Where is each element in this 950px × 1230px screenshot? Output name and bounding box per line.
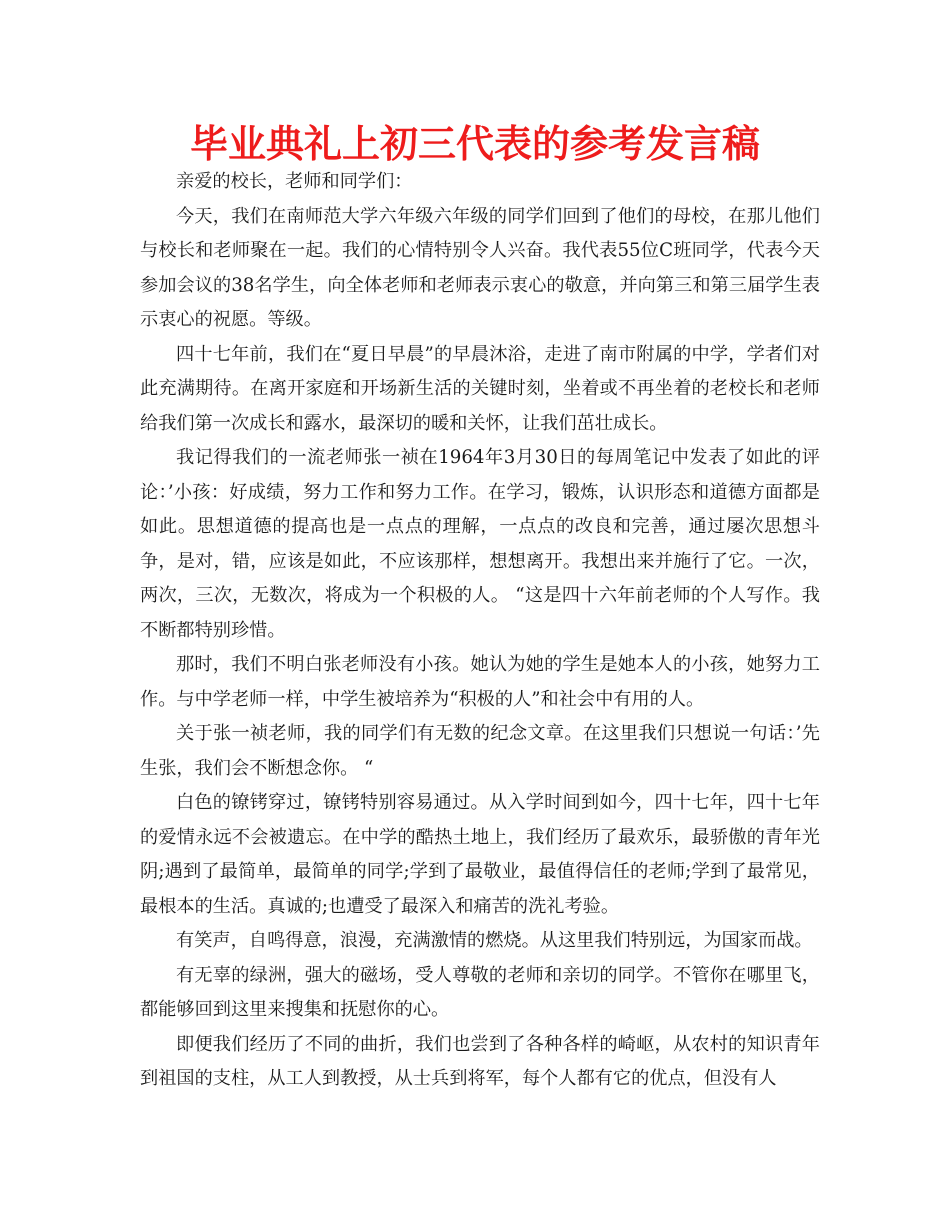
document-title: 毕业典礼上初三代表的参考发言稿 <box>189 122 760 166</box>
paragraph: 四十七年前，我们在“夏日早晨”的早晨沐浴，走进了南市附属的中学，学者们对此充满期待。在离开家庭和开场新生活的关键时刻，坐着或不再坐着的老校长和老师给我们第一次成长和露水，最深切的暖和关怀，让我们茁壮成长。 <box>140 343 820 434</box>
paragraph-salutation: 亲爱的校长，老师和同学们： <box>176 171 413 192</box>
paragraph: 白色的镣铐穿过，镣铐特别容易通过。从入学时间到如今，四十七年，四十七年的爱情永远不会被遗忘。在中学的酷热土地上，我们经历了最欢乐，最骄傲的青年光阴;遇到了最简单，最简单的同学;学到了最敬业，最值得信任的老师;学到了最常见，最根本的生活。真诚的;也遭受了最深入和痛苦的洗礼考验。 <box>140 792 820 917</box>
paragraph: 那时，我们不明白张老师没有小孩。她认为她的学生是她本人的小孩，她努力工作。与中学老师一样，中学生被培养为“积极的人”和社会中有用的人。 <box>140 654 820 710</box>
paragraph: 即便我们经历了不同的曲折，我们也尝到了各种各样的崎岖，从农村的知识青年到祖国的支柱，从工人到教授，从士兵到将军，每个人都有它的优点，但没有人 <box>140 1033 820 1089</box>
paragraph: 有无辜的绿洲，强大的磁场，受人尊敬的老师和亲切的同学。不管你在哪里飞，都能够回到这里来搜集和抚慰你的心。 <box>140 964 820 1020</box>
paragraph: 关于张一祯老师，我的同学们有无数的纪念文章。在这里我们只想说一句话：’先生张，我们会不断想念你。 “ <box>140 723 820 779</box>
paragraph: 有笑声，自鸣得意，浪漫，充满激情的燃烧。从这里我们特别远，为国家而战。 <box>176 930 813 951</box>
document-body <box>140 165 820 1097</box>
paragraph: 我记得我们的一流老师张一祯在1964年3月30日的每周笔记中发表了如此的评论：’小孩：好成绩，努力工作和努力工作。在学习，锻炼，认识形态和道德方面都是如此。思想道德的提高也是一点点的理解，一点点的改良和完善，通过屡次思想斗争，是对，错，应该是如此，不应该那样，想想离开。我想出来并施行了它。一次，两次，三次，无数次，将成为一个积极的人。 “这是四十六年前老师的个人写作。我不断都特别珍惜。 <box>140 447 820 641</box>
paragraph: 今天，我们在南师范大学六年级六年级的同学们回到了他们的母校，在那儿他们与校长和老师聚在一起。我们的心情特别令人兴奋。我代表55位C班同学，代表今天参加会议的38名学生，向全体老师和老师表示衷心的敬意，并向第三和第三届学生表示衷心的祝愿。等级。 <box>140 205 820 330</box>
